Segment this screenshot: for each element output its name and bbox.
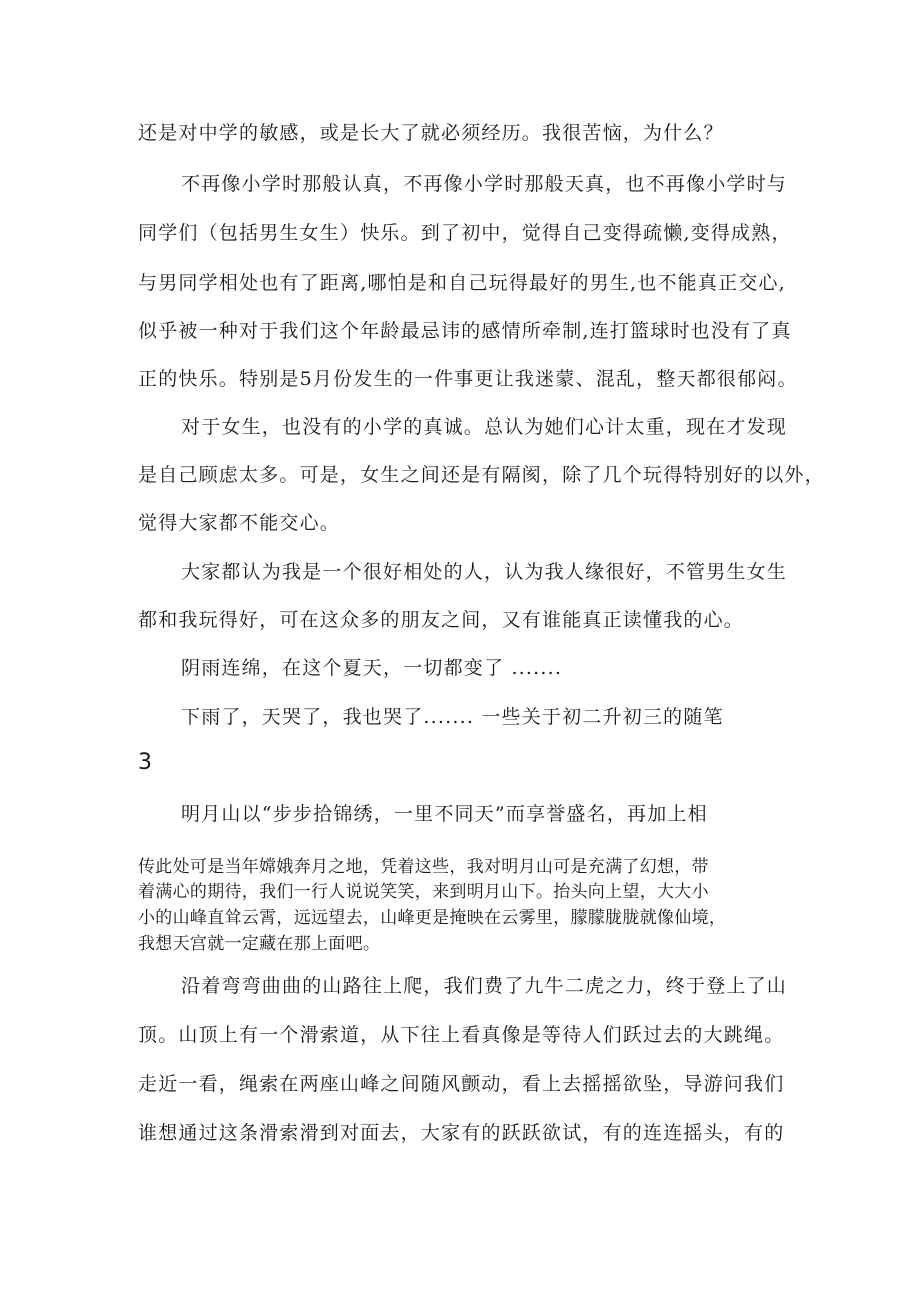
text-line: 下雨了，天哭了，我也哭了....... 一些关于初二升初三的随笔: [181, 706, 724, 728]
section-number: 3: [138, 750, 152, 775]
text-line: 还是对中学的敏感，或是长大了就必须经历。我很苦恼，为什么？: [138, 122, 724, 144]
text-line: 顶。山顶上有一个滑索道，从下往上看真像是等待人们跃过去的大跳绳。: [138, 1024, 785, 1046]
text-line: 大家都认为我是一个很好相处的人，认为我人缘很好，不管男生女生: [181, 561, 788, 583]
text-line: 都和我玩得好，可在这众多的朋友之间，又有谁能真正读懂我的心。: [138, 609, 745, 631]
text-line: 传此处可是当年嫦娥奔月之地，凭着这些，我对明月山可是充满了幻想，带: [138, 857, 709, 877]
text-line: 对于女生，也没有的小学的真诚。总认为她们心计太重，现在才发现: [181, 416, 788, 438]
text-line: 是自己顾虑太多。可是，女生之间还是有隔阂，除了几个玩得特别好的以外，: [138, 464, 825, 486]
text-line: 同学们（包括男生女生）快乐。到了初中，觉得自己变得疏懒,变得成熟，: [138, 222, 792, 244]
text-line: 似乎被一种对于我们这个年龄最忌讳的感情所牵制,连打篮球时也没有了真: [138, 320, 792, 342]
text-line: 谁想通过这条滑索滑到对面去，大家有的跃跃欲试，有的连连摇头，有的: [138, 1122, 785, 1144]
text-line: 与男同学相处也有了距离,哪怕是和自己玩得最好的男生,也不能真正交心,: [138, 272, 786, 294]
text-line: 觉得大家都不能交心。: [138, 512, 341, 534]
text-line: 走近一看，绳索在两座山峰之间随风颤动，看上去摇摇欲坠，导游问我们: [138, 1073, 785, 1095]
text-line: 沿着弯弯曲曲的山路往上爬，我们费了九牛二虎之力，终于登上了山: [181, 975, 788, 997]
text-line: 着满心的期待，我们一行人说说笑笑，来到明月山下。抬头向上望，大大小: [138, 882, 709, 902]
text-line: 不再像小学时那般认真，不再像小学时那般天真，也不再像小学时与: [181, 173, 788, 195]
text-line: 我想天宫就一定藏在那上面吧。: [138, 934, 381, 954]
text-line: 小的山峰直耸云霄，远远望去，山峰更是掩映在云雾里，朦朦胧胧就像仙境，: [138, 908, 727, 928]
text-line: 明月山以“步步拾锦绣，一里不同天”而享誉盛名，再加上相: [181, 803, 708, 825]
text-line: 正的快乐。特别是5月份发生的一件事更让我迷蒙、混乱，整天都很郁闷。: [138, 368, 798, 390]
text-line: 阴雨连绵，在这个夏天，一切都变了 .......: [181, 657, 563, 679]
